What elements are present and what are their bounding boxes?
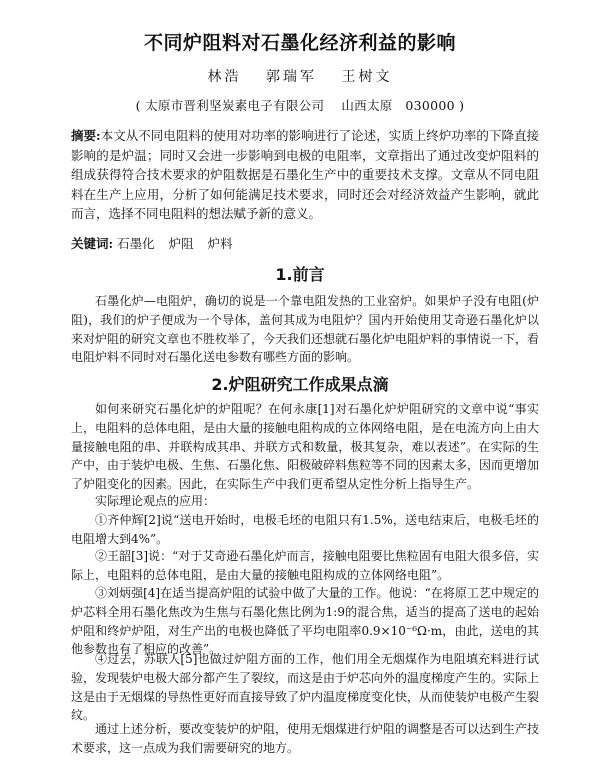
keywords	[71, 234, 539, 253]
abstract-label: 摘要:	[71, 128, 101, 143]
keyword: 炉阻	[168, 236, 194, 251]
author-name: 郭瑞军	[266, 69, 317, 85]
body-paragraph: 实际理论观点的应用：	[95, 494, 216, 508]
abstract-text: 本文从不同电阻料的使用对功率的影响进行了论述，实质上终炉功率的下降直接影响的是炉温；同时又会进一步影响到电极的电阻率，文章指出了通过改变炉阻料的组成获得符合技术要求的炉阻数据是石墨化生产中的重要技术支撑。文章从不同电阻料在生产上应用，分析了如何能满足技术要求，同时还会对经济效益产生影响，就此而言，选择不同电阻料的想法赋予新的意义。	[71, 128, 539, 221]
body-paragraph: ④过去，苏联人[5]也做过炉阻方面的工作，他们用全无烟煤作为电阻填充料进行试验，发现装炉电极大部分都产生了裂纹，而这是由于炉芯向外的温度梯度产生的。实际上这是由于无烟煤的导热性更好而直接导致了炉内温度梯度变化快，从而使装炉电极产生裂纹。	[71, 652, 540, 723]
section-heading-intro: 1.前言	[275, 265, 325, 284]
body-paragraph: ③刘炳强[4]在适当提高炉阻的试验中做了大量的工作。他说：“在将原工艺中规定的炉芯料全用石墨化焦改为生焦与石墨化焦比例为1:9的混合焦，适当的提高了送电的起始炉阻和终炉炉阻，对生产出的电极也降低了平均电阻率0.9×10⁻⁶Ω·m，由此，送电的其他参数也有了相应的改善”。	[71, 586, 539, 657]
section-heading-research: 2.炉阻研究工作成果点滴	[211, 375, 389, 394]
paper-title: 不同炉阻料对石墨化经济利益的影响	[143, 32, 456, 54]
intro-paragraph: 石墨化炉—电阻炉，确切的说是一个靠电阻发热的工业窑炉。如果炉子没有电阻(炉阻)，我们的炉子便成为一个导体，盖何其成为电阻炉？国内开始使用艾奇逊石墨化炉以来对炉阻的研究文章也不胜枚举了，今天我们还想就石墨化炉电阻炉料的事情说一下，看电阻炉料不同时对石墨化送电参数有哪些方面的影响。	[71, 294, 540, 365]
affiliation: ( 太原市晋利坚炭素电子有限公司 山西太原 030000 )	[135, 98, 465, 113]
body-paragraph: ②王韶[3]说：“对于艾奇逊石墨化炉而言，接触电阻要比焦粒固有电阻大很多倍，实际上，电阻料的总体电阻，是由大量的接触电阻构成的立体网络电阻”。	[71, 549, 539, 582]
author-list	[0, 66, 600, 86]
body-paragraph: ①齐仲辉[2]说“送电开始时，电极毛坯的电阻只有1.5%，送电结束后，电极毛坯的电阻增大到4%”。	[71, 513, 539, 546]
keywords-label: 关键词:	[71, 236, 114, 251]
abstract	[71, 126, 539, 224]
body-paragraph: 通过上述分析，要改变装炉的炉阻，使用无烟煤进行炉阻的调整是否可以达到生产技术要求，这一点成为我们需要研究的地方。	[71, 722, 540, 755]
keyword: 炉料	[207, 236, 233, 251]
body-paragraph: 如何来研究石墨化炉的炉阻呢？在何永康[1]对石墨化炉炉阻研究的文章中说“事实上，电阻料的总体电阻，是由大量的接触电阻构成的立体网络电阻，是在电流方向上由大量接触电阻的串、并联构成其串、并联方式和数量，极其复杂，难以表述”。在实际的生产中，由于装炉电极、生焦、石墨化焦、阳极破碎料焦粒等不同的因素太多，因而更增加了炉阻变化的因素。因此，在实际生产中我们更希望从定性分析上指导生产。	[71, 402, 540, 492]
keyword: 石墨化	[117, 236, 155, 251]
author-name: 林浩	[207, 69, 242, 85]
author-name: 王树文	[341, 69, 393, 85]
